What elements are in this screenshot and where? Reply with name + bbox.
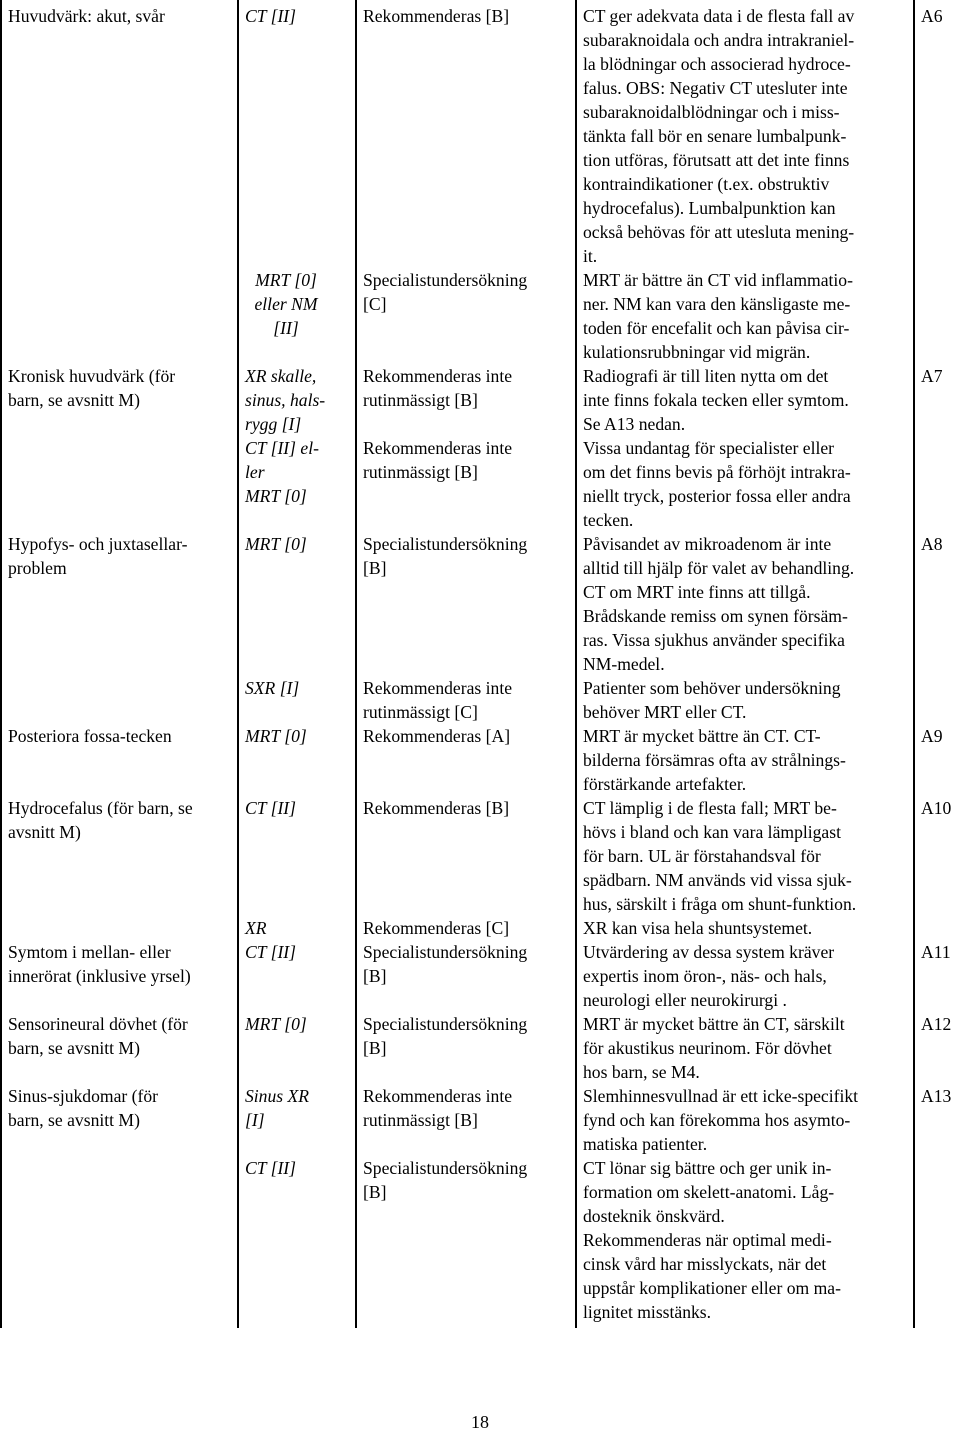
- recommendation-cell: Rekommenderas [C]: [363, 918, 510, 938]
- recommendation-cell: Rekommenderas [A]: [363, 726, 511, 746]
- comment-cell: MRT är bättre än CT vid inflammatio- ner. NM kan vara den känsligaste me- toden för encefalit och kan påvisa cir- kulationsrubbningar vid migrän.: [583, 270, 853, 362]
- comment-cell: MRT är mycket bättre än CT, särskilt för akustikus neurinom. För dövhet hos barn, se M4.: [583, 1014, 845, 1082]
- exam-cell: XR skalle, sinus, hals- rygg [I]: [245, 366, 326, 434]
- recommendation-cell: Rekommenderas inte rutinmässigt [B]: [363, 1086, 513, 1130]
- exam-cell: CT [II]: [245, 942, 297, 962]
- code-cell: A10: [921, 798, 952, 818]
- recommendation-cell: Rekommenderas inte rutinmässigt [B]: [363, 366, 513, 410]
- recommendation-cell: Specialistundersökning [B]: [363, 534, 528, 578]
- recommendation-cell: Rekommenderas [B]: [363, 6, 510, 26]
- condition-cell: Sinus-sjukdomar (för barn, se avsnitt M): [8, 1086, 159, 1130]
- recommendation-cell: Rekommenderas inte rutinmässigt [B]: [363, 438, 513, 482]
- comment-cell: Slemhinnesvullnad är ett icke-specifikt fynd och kan förekomma hos asymto- matiska patienter.: [583, 1086, 859, 1154]
- comment-cell: Påvisandet av mikroadenom är inte alltid till hjälp för valet av behandling. CT om MRT inte finns att tillgå. Brådskande remiss om synen försäm- ras. Vissa sjukhus använder specifika NM-medel.: [583, 534, 855, 674]
- comment-cell: MRT är mycket bättre än CT. CT- bilderna försämras ofta av strålnings- förstärkande artefakter.: [583, 726, 846, 794]
- condition-cell: Huvudvärk: akut, svår: [8, 6, 165, 26]
- code-cell: A12: [921, 1014, 952, 1034]
- exam-cell: CT [II]: [245, 6, 297, 26]
- exam-cell: MRT [0]: [245, 726, 307, 746]
- comment-cell: CT lönar sig bättre och ger unik in- formation om skelett-anatomi. Låg- dosteknik önskvärd. Rekommenderas när optimal medi- cinsk vård har misslyckats, när det uppstår komplikationer eller om ma- lignitet misstänks.: [583, 1158, 841, 1322]
- page-number: 18: [471, 1412, 489, 1432]
- condition-cell: Hypofys- och juxtasellar- problem: [8, 534, 188, 578]
- exam-cell: CT [II]: [245, 1158, 297, 1178]
- recommendation-cell: Rekommenderas inte rutinmässigt [C]: [363, 678, 513, 722]
- recommendation-cell: Specialistundersökning [B]: [363, 1158, 528, 1202]
- comment-cell: XR kan visa hela shuntsystemet.: [583, 918, 813, 938]
- code-cell: A6: [921, 6, 943, 26]
- exam-cell: MRT [0] eller NM [II]: [254, 270, 318, 338]
- comment-cell: Patienter som behöver undersökning behöver MRT eller CT.: [583, 678, 841, 722]
- code-cell: A7: [921, 366, 943, 386]
- condition-cell: Symtom i mellan- eller innerörat (inklusive yrsel): [8, 942, 191, 986]
- comment-cell: Vissa undantag för specialister eller om det finns bevis på förhöjt intrakra- niellt tryck, posterior fossa eller andra tecken.: [583, 438, 851, 530]
- recommendation-cell: Specialistundersökning [B]: [363, 1014, 528, 1058]
- exam-cell: CT [II]: [245, 798, 297, 818]
- exam-cell: CT [II] el- ler MRT [0]: [245, 438, 319, 506]
- code-cell: A8: [921, 534, 943, 554]
- comment-cell: Utvärdering av dessa system kräver expertis inom öron-, näs- och hals, neurologi eller neurokirurgi .: [583, 942, 835, 1010]
- table-rule: [913, 0, 915, 1328]
- comment-cell: Radiografi är till liten nytta om det inte finns fokala tecken eller symtom. Se A13 nedan.: [583, 366, 849, 434]
- recommendation-cell: Rekommenderas [B]: [363, 798, 510, 818]
- exam-cell: XR: [245, 918, 267, 938]
- table-rule: [237, 0, 239, 1328]
- exam-cell: MRT [0]: [245, 534, 307, 554]
- condition-cell: Posteriora fossa-tecken: [8, 726, 172, 746]
- condition-cell: Hydrocefalus (för barn, se avsnitt M): [8, 798, 193, 842]
- exam-cell: SXR [I]: [245, 678, 300, 698]
- code-cell: A13: [921, 1086, 952, 1106]
- comment-cell: CT ger adekvata data i de flesta fall av subaraknoidala och andra intrakraniel- la blödningar och associerad hydroce- falus. OBS: Negativ CT utesluter inte subaraknoidalblödningar och i miss- tänkta fall bör en senare lumbalpunk- tion utföras, förutsatt att det inte finns kontraindikationer (t.ex. obstruktiv hydrocefalus). Lumbalpunktion kan också behövas för att utesluta mening- it.: [583, 6, 855, 266]
- exam-cell: Sinus XR [I]: [245, 1086, 310, 1130]
- recommendation-cell: Specialistundersökning [B]: [363, 942, 528, 986]
- condition-cell: Sensorineural dövhet (för barn, se avsnitt M): [8, 1014, 188, 1058]
- comment-cell: CT lämplig i de flesta fall; MRT be- hövs i bland och kan vara lämpligast för barn. UL är förstahandsval för spädbarn. NM används vid vissa sjuk- hus, särskilt i fråga om shunt-funktion.: [583, 798, 857, 914]
- table-rule: [0, 0, 2, 1328]
- exam-cell: MRT [0]: [245, 1014, 307, 1034]
- table-rule: [575, 0, 577, 1328]
- condition-cell: Kronisk huvudvärk (för barn, se avsnitt M): [8, 366, 176, 410]
- code-cell: A9: [921, 726, 943, 746]
- recommendation-cell: Specialistundersökning [C]: [363, 270, 528, 314]
- code-cell: A11: [921, 942, 951, 962]
- table-rule: [355, 0, 357, 1328]
